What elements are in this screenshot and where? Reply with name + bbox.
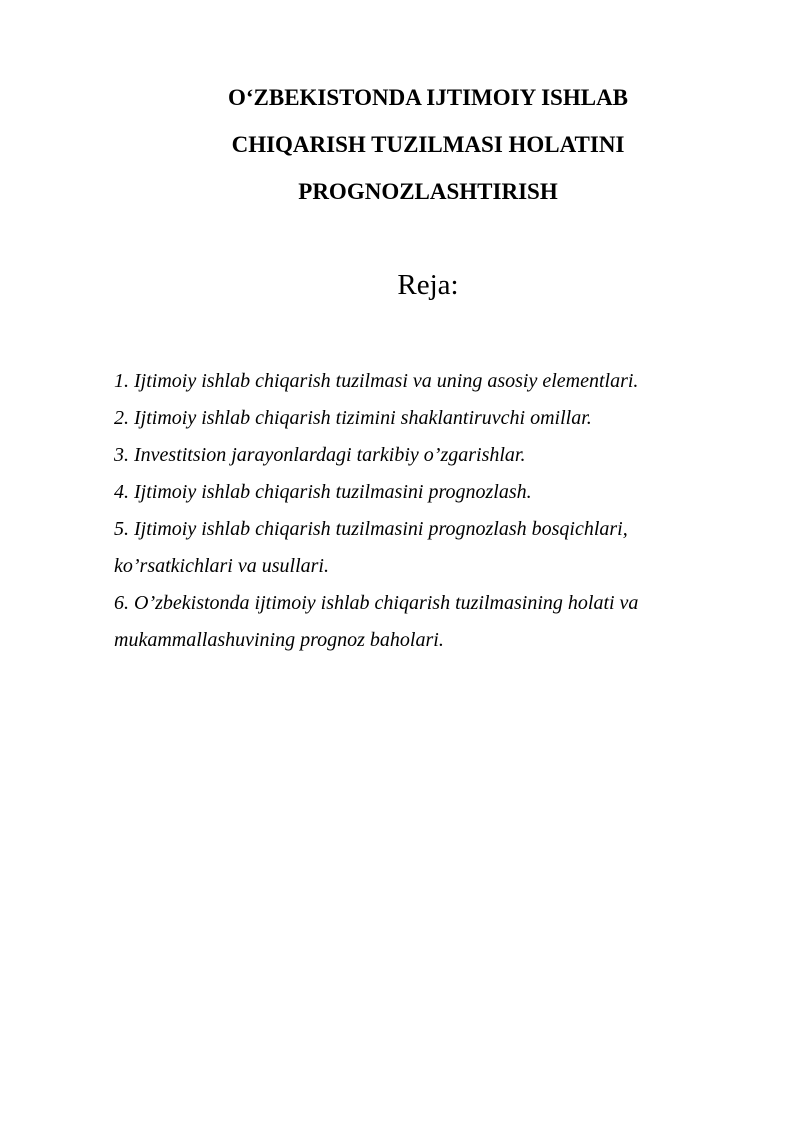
plan-list <box>114 363 714 659</box>
plan-item-5-continued: ko’rsatkichlari va usullari. <box>114 555 329 577</box>
plan-item-2: 2. Ijtimoiy ishlab chiqarish tizimini shaklantiruvchi omillar. <box>114 407 592 429</box>
title-line: CHIQARISH TUZILMASI HOLATINI <box>231 132 625 157</box>
document-title <box>170 74 686 215</box>
title-line: PROGNOZLASHTIRISH <box>298 179 558 204</box>
plan-heading: Reja: <box>397 269 459 301</box>
plan-item-4: 4. Ijtimoiy ishlab chiqarish tuzilmasini prognozlash. <box>114 481 532 503</box>
plan-item-1: 1. Ijtimoiy ishlab chiqarish tuzilmasi va uning asosiy elementlari. <box>114 370 639 392</box>
plan-item-6-continued: mukammallashuvining prognoz baholari. <box>114 629 444 651</box>
plan-item-5: 5. Ijtimoiy ishlab chiqarish tuzilmasini prognozlash bosqichlari, <box>114 518 628 540</box>
plan-item-3: 3. Investitsion jarayonlardagi tarkibiy o’zgarishlar. <box>114 444 526 466</box>
plan-item-6: 6. O’zbekistonda ijtimoiy ishlab chiqarish tuzilmasining holati va <box>114 592 639 614</box>
title-line: O‘ZBEKISTONDA IJTIMOIY ISHLAB <box>227 85 629 110</box>
